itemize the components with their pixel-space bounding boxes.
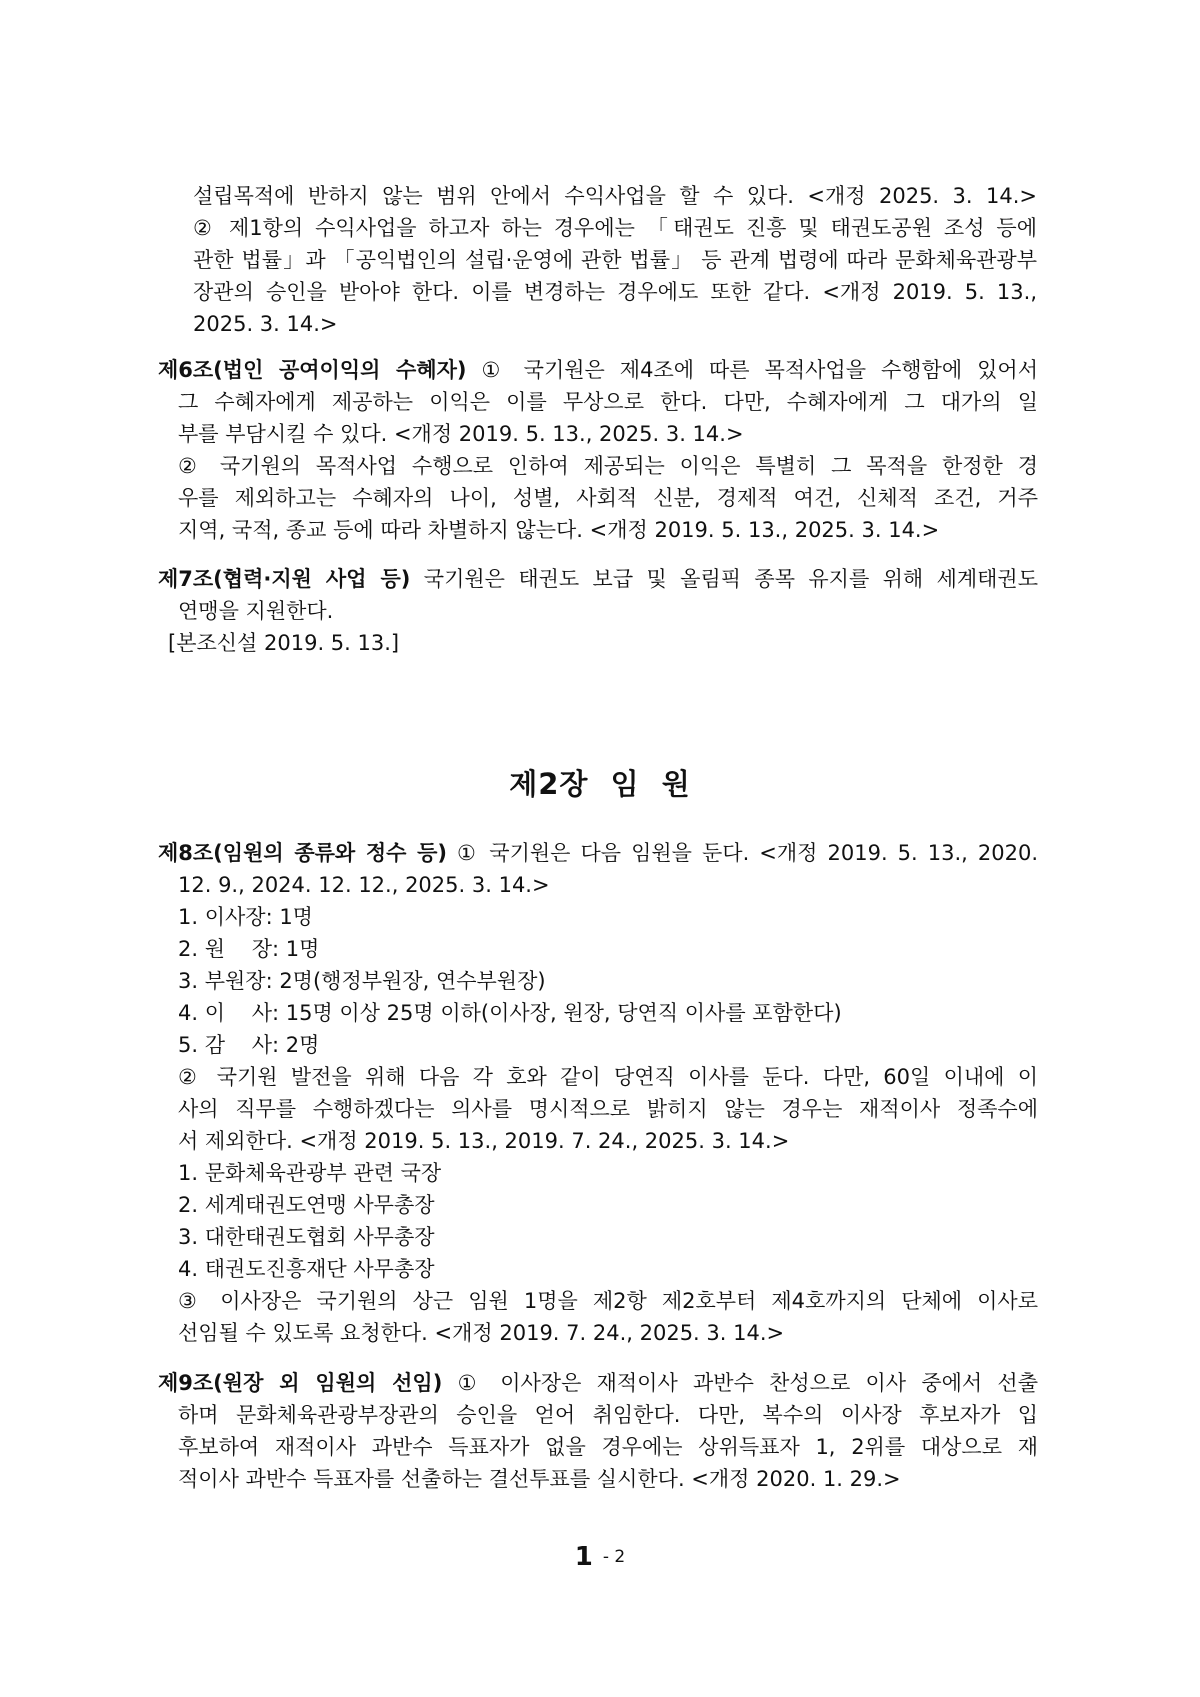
article-8 <box>158 837 1038 1349</box>
article-8-para-3-line-2: 선임될 수 있도록 요청한다. <개정 2019. 7. 24., 2025. 3. 14.> <box>178 1321 785 1345</box>
article-8-para-3-line-1: ③ 이사장은 국기원의 상근 임원 1명을 제2항 제2호부터 제4호까지의 단체에 이사로 <box>178 1289 1038 1313</box>
page-number <box>0 1542 1200 1572</box>
article-8-item2-3: 3. 대한태권도협회 사무총장 <box>178 1225 435 1249</box>
article-8-line-2: 12. 9., 2024. 12. 12., 2025. 3. 14.> <box>178 873 550 897</box>
article-8-item2-1: 1. 문화체육관광부 관련 국장 <box>178 1161 442 1185</box>
article-5-continuation <box>175 180 1037 340</box>
article-9-line-1 <box>158 1367 1038 1399</box>
article-8-item2-4: 4. 태권도진흥재단 사무총장 <box>178 1257 435 1281</box>
article-9-line-1-text: ① 이사장은 재적이사 과반수 찬성으로 이사 중에서 선출 <box>442 1371 1038 1395</box>
page-number-sub: - 2 <box>602 1547 626 1567</box>
article-8-item-1: 1. 이사장: 1명 <box>178 905 313 929</box>
article-7-line-1-text: 국기원은 태권도 보급 및 올림픽 종목 유지를 위해 세계태권도 <box>410 567 1038 591</box>
article-7-line-2: 연맹을 지원한다. <box>178 599 334 623</box>
article-6-line-2: 그 수혜자에게 제공하는 이익은 이를 무상으로 한다. 다만, 수혜자에게 그 대가의 일 <box>178 390 1038 414</box>
article-8-line-1 <box>158 837 1038 869</box>
article-8-para-2-line-3: 서 제외한다. <개정 2019. 5. 13., 2019. 7. 24., 2025. 3. 14.> <box>178 1129 790 1153</box>
article-7-note: [본조신설 2019. 5. 13.] <box>168 631 400 655</box>
article-8-item-4: 4. 이 사: 15명 이상 25명 이하(이사장, 원장, 당연직 이사를 포함한다) <box>178 1001 842 1025</box>
article-5-para-2-line-3: 장관의 승인을 받아야 한다. 이를 변경하는 경우에도 또한 같다. <개정 2019. 5. 13., <box>193 280 1037 304</box>
article-6-line-1-text: ① 국기원은 제4조에 따른 목적사업을 수행함에 있어서 <box>466 358 1038 382</box>
article-8-para-2-line-2: 사의 직무를 수행하겠다는 의사를 명시적으로 밝히지 않는 경우는 재적이사 정족수에 <box>178 1097 1038 1121</box>
article-7-heading: 제7조(협력·지원 사업 등) <box>158 567 411 591</box>
article-8-item-5: 5. 감 사: 2명 <box>178 1033 320 1057</box>
article-8-line-1-text: ① 국기원은 다음 임원을 둔다. <개정 2019. 5. 13., 2020. <box>447 841 1038 865</box>
chapter-title-text: 제2장 임 원 <box>509 767 691 801</box>
article-8-item2-2: 2. 세계태권도연맹 사무총장 <box>178 1193 435 1217</box>
article-9-heading: 제9조(원장 외 임원의 선임) <box>158 1371 443 1395</box>
article-5-para-2-line-1: ② 제1항의 수익사업을 하고자 하는 경우에는 「태권도 진흥 및 태권도공원 조성 등에 <box>193 216 1037 240</box>
article-6-para-2-line-3: 지역, 국적, 종교 등에 따라 차별하지 않는다. <개정 2019. 5. 13., 2025. 3. 14.> <box>178 518 940 542</box>
article-6-line-3: 부를 부담시킬 수 있다. <개정 2019. 5. 13., 2025. 3. 14.> <box>178 422 744 446</box>
article-6-heading: 제6조(법인 공여이익의 수혜자) <box>158 358 467 382</box>
article-7 <box>158 563 1038 659</box>
chapter-title <box>0 762 1200 803</box>
article-8-heading: 제8조(임원의 종류와 정수 등) <box>158 841 447 865</box>
article-9 <box>158 1367 1038 1495</box>
article-5-para-2-line-2: 관한 법률」과 「공익법인의 설립·운영에 관한 법률」 등 관계 법령에 따라 문화체육관광부 <box>193 248 1037 272</box>
article-6-line-1 <box>158 354 1038 386</box>
article-6 <box>158 354 1038 546</box>
article-5-para-2-line-4: 2025. 3. 14.> <box>193 312 338 336</box>
article-6-para-2-line-1: ② 국기원의 목적사업 수행으로 인하여 제공되는 이익은 특별히 그 목적을 한정한 경 <box>178 454 1038 478</box>
article-7-line-1 <box>158 563 1038 595</box>
article-8-item-3: 3. 부원장: 2명(행정부원장, 연수부원장) <box>178 969 546 993</box>
article-9-line-4: 적이사 과반수 득표자를 선출하는 결선투표를 실시한다. <개정 2020. 1. 29.> <box>178 1467 901 1491</box>
article-9-line-3: 후보하여 재적이사 과반수 득표자가 없을 경우에는 상위득표자 1, 2위를 대상으로 재 <box>178 1435 1038 1459</box>
article-8-para-2-line-1: ② 국기원 발전을 위해 다음 각 호와 같이 당연직 이사를 둔다. 다만, 60일 이내에 이 <box>178 1065 1038 1089</box>
article-5-line-1: 설립목적에 반하지 않는 범위 안에서 수익사업을 할 수 있다. <개정 2025. 3. 14.> <box>193 184 1037 208</box>
article-6-para-2-line-2: 우를 제외하고는 수혜자의 나이, 성별, 사회적 신분, 경제적 여건, 신체적 조건, 거주 <box>178 486 1038 510</box>
page-number-main: 1 <box>574 1542 593 1572</box>
article-8-item-2: 2. 원 장: 1명 <box>178 937 320 961</box>
article-9-line-2: 하며 문화체육관광부장관의 승인을 얻어 취임한다. 다만, 복수의 이사장 후보자가 입 <box>178 1403 1038 1427</box>
